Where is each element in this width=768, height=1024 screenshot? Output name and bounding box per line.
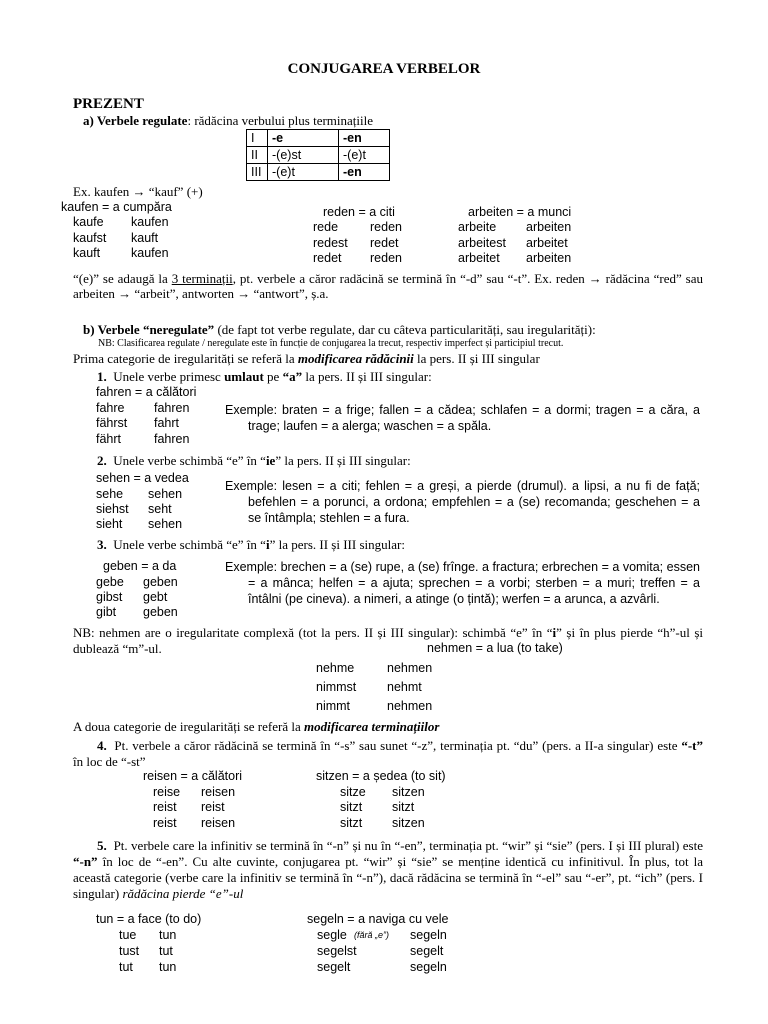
- subsection-b-label: b) Verbele “neregulate”: [83, 322, 215, 337]
- nb-nehmen: [73, 625, 703, 657]
- table-cell: -en: [339, 164, 390, 181]
- verb-heading: tun = a face (to do): [96, 912, 202, 926]
- verb-heading: reden = a citi: [323, 205, 395, 219]
- note-underlined: 3 terminații: [171, 271, 233, 286]
- category-text: la pers. II și III singular: [413, 351, 540, 366]
- nb-classification: NB: Clasificarea regulate / neregulate este în funcție de conjugarea la trecut, respectiv imperfect și participiul trecut.: [98, 338, 564, 349]
- second-category: [73, 719, 439, 735]
- subsection-a-text: : rădăcina verbului plus terminațiile: [187, 113, 374, 128]
- conjugation-form: seht: [148, 502, 172, 516]
- verb-heading: reisen = a călători: [143, 769, 243, 783]
- conjugation-form: kaufe: [73, 215, 104, 229]
- item-text: pe: [263, 369, 283, 384]
- subsection-a-label: a) Verbele regulate: [83, 113, 188, 128]
- conjugation-form: nehmen: [387, 661, 433, 675]
- conjugation-form: kaufst: [73, 231, 107, 245]
- verb-heading: sitzen = a ședea (to sit): [316, 769, 446, 783]
- conjugation-form: reise: [153, 785, 181, 799]
- conjugation-form: sieht: [96, 517, 123, 531]
- verb-heading: nehmen = a lua (to take): [427, 641, 563, 655]
- conjugation-form: arbeiten: [526, 220, 572, 234]
- conjugation-form: kaufen: [131, 246, 169, 260]
- category-text: Prima categorie de iregularități se referă la: [73, 351, 298, 366]
- category-emphasis: modificarea terminațiilor: [304, 719, 440, 734]
- segeln-note: (fără „e”): [354, 930, 390, 940]
- item-emphasis: “a”: [282, 369, 303, 384]
- table-row: [247, 147, 390, 164]
- verb-heading: arbeiten = a munci: [468, 205, 572, 219]
- conjugation-form: gebt: [143, 590, 168, 604]
- conjugation-form: segelst: [317, 944, 357, 958]
- conjugation-form: segelt: [317, 960, 351, 974]
- item-text: Unele verbe schimbă “e” în “: [113, 537, 266, 552]
- conjugation-form: kauft: [73, 246, 101, 260]
- conjugation-form: fahrt: [154, 416, 180, 430]
- conjugation-form: sitzt: [340, 800, 363, 814]
- table-cell: II: [247, 147, 268, 164]
- item-3-examples: Exemple: brechen = a (se) rupe, a (se) frînge. a fractura; erbrechen = a vomita; essen = a mânca; helfen = a ajuta; sprechen = a vorbi; sterben = a muri; treffen = a întâlni (pe cineva). a nimeri, a atinge (o țintă); werfen = a arunca, a azvârli.: [225, 560, 700, 606]
- conjugation-form: redet: [370, 236, 399, 250]
- item-text: Unele verbe primesc: [113, 369, 225, 384]
- item-text: în loc de “-st”: [73, 754, 146, 769]
- conjugation-form: tut: [119, 960, 133, 974]
- conjugation-form: arbeitest: [458, 236, 506, 250]
- item-3-heading: [97, 537, 405, 553]
- conjugation-form: segle: [317, 928, 347, 942]
- table-row: [247, 164, 390, 181]
- table-cell: -e: [268, 130, 339, 147]
- conjugation-form: reisen: [201, 816, 236, 830]
- conjugation-form: sehen: [148, 487, 183, 501]
- verb-heading: sehen = a vedea: [96, 471, 189, 485]
- item-emphasis: “-n”: [73, 854, 98, 869]
- note-text: “(e)” se adaugă la: [73, 271, 172, 286]
- nb-text: ” și în plus pierde “h”-ul și dublează “m”-ul.: [73, 625, 703, 656]
- conjugation-form: sitzt: [340, 816, 363, 830]
- item-emphasis: rădăcina pierde “e”-ul: [122, 886, 244, 901]
- conjugation-form: reist: [153, 800, 177, 814]
- conjugation-form: gebe: [96, 575, 124, 589]
- table-cell: -(e)t: [339, 147, 390, 164]
- conjugation-form: reist: [153, 816, 177, 830]
- conjugation-form: segeln: [410, 928, 447, 942]
- conjugation-form: reden: [370, 251, 402, 265]
- first-category: [73, 351, 540, 367]
- conjugation-form: arbeite: [458, 220, 497, 234]
- conjugation-form: gibt: [96, 605, 117, 619]
- item-number: 2.: [97, 453, 107, 468]
- conjugation-form: sehe: [96, 487, 124, 501]
- section-heading-prezent: PREZENT: [73, 96, 144, 112]
- conjugation-form: kauft: [131, 231, 159, 245]
- conjugation-form: nimmt: [316, 699, 351, 713]
- conjugation-form: tun: [159, 960, 177, 974]
- item-text: la pers. II și III singular:: [302, 369, 432, 384]
- conjugation-form: sitzen: [392, 816, 425, 830]
- conjugation-form: arbeitet: [526, 236, 568, 250]
- item-number: 3.: [97, 537, 107, 552]
- conjugation-form: redest: [313, 236, 348, 250]
- verb-heading: kaufen = a cumpăra: [61, 200, 172, 214]
- endings-table: [246, 129, 390, 181]
- example-line: Ex. kaufen → “kauf” (+): [73, 184, 203, 199]
- conjugation-form: rede: [313, 220, 339, 234]
- item-text: în loc de “-en”. Cu alte cuvinte, conjugarea pt. “wir” și “sie” se menține identică cu infinitivul. În plus, tot la această categorie (verbe care la infinitiv se termină în “-n”), dacă rădăcina se termină în “-el” sau “-er”, pt. “ich” (pers. I singular): [73, 854, 703, 901]
- conjugation-form: reden: [370, 220, 402, 234]
- item-1-heading: [97, 369, 432, 385]
- conjugation-form: nimmst: [316, 680, 357, 694]
- conjugation-form: fahren: [154, 401, 190, 415]
- subsection-b-text: (de fapt tot verbe regulate, dar cu câteva particularități, sau iregularități):: [214, 322, 596, 337]
- item-number: 1.: [97, 369, 107, 384]
- verb-heading: segeln = a naviga cu vele: [307, 912, 449, 926]
- subsection-b-heading: [83, 322, 596, 338]
- conjugation-form: fährt: [96, 432, 122, 446]
- conjugation-form: arbeitet: [458, 251, 500, 265]
- conjugation-form: sitze: [340, 785, 366, 799]
- item-emphasis: umlaut: [224, 369, 264, 384]
- item-2-examples: Exemple: lesen = a citi; fehlen = a greși, a pierde (drumul). a lipsi, a nu fi de față; befehlen = a porunci, a ordona; empfehlen = a (se) recomanda; geschehen = a se întâmpla; stehlen = a fura.: [225, 479, 700, 525]
- conjugation-form: geben: [143, 575, 178, 589]
- conjugation-form: nehmen: [387, 699, 433, 713]
- verb-heading: fahren = a călători: [96, 385, 197, 399]
- item-text: ” la pers. II și III singular:: [275, 453, 411, 468]
- item-emphasis: ie: [265, 453, 276, 468]
- item-text: Pt. verbele a căror rădăcină se termină în “-s” sau sunet “-z”, terminația pt. “du” (pers. a II-a singular) este: [114, 738, 682, 753]
- conjugation-form: arbeiten: [526, 251, 572, 265]
- verb-heading: geben = a da: [103, 559, 177, 573]
- conjugation-form: sitzt: [392, 800, 415, 814]
- conjugation-form: gibst: [96, 590, 123, 604]
- document-title: CONJUGAREA VERBELOR: [287, 61, 481, 77]
- nb-text: NB: nehmen are o iregularitate complexă (tot la pers. II și III singular): schimbă “e” în “: [73, 625, 553, 640]
- category-text: A doua categorie de iregularități se referă la: [73, 719, 304, 734]
- table-cell: I: [247, 130, 268, 147]
- subsection-a-heading: [83, 113, 373, 129]
- conjugation-form: segeln: [410, 960, 447, 974]
- conjugation-form: fahre: [96, 401, 125, 415]
- table-row: [247, 130, 390, 147]
- conjugation-form: fährst: [96, 416, 128, 430]
- conjugation-form: tut: [159, 944, 173, 958]
- table-cell: -(e)st: [268, 147, 339, 164]
- conjugation-form: reist: [201, 800, 225, 814]
- item-number: 5.: [97, 838, 107, 853]
- item-1-examples: Exemple: braten = a frige; fallen = a cădea; schlafen = a dormi; tragen = a căra, a trage; laufen = a alerga; waschen = a spăla.: [225, 403, 700, 433]
- conjugation-form: sehen: [148, 517, 183, 531]
- conjugation-form: redet: [313, 251, 342, 265]
- conjugation-form: siehst: [96, 502, 129, 516]
- item-text: Pt. verbele care la infinitiv se termină în “-n” și nu în “-en”, terminația pt. “wir” și “sie” (pers. I și III plural) este: [113, 838, 703, 853]
- item-5-text: [73, 838, 703, 902]
- item-emphasis: “-t”: [681, 738, 704, 753]
- conjugation-form: tue: [119, 928, 137, 942]
- category-emphasis: modificarea rădăcinii: [297, 351, 414, 366]
- conjugation-form: reisen: [201, 785, 236, 799]
- nb-emphasis: i: [552, 625, 557, 640]
- item-2-heading: [97, 453, 411, 469]
- conjugation-form: nehmt: [387, 680, 422, 694]
- item-number: 4.: [97, 738, 107, 753]
- conjugation-form: tun: [159, 928, 177, 942]
- conjugation-form: segelt: [410, 944, 444, 958]
- conjugation-form: nehme: [316, 661, 355, 675]
- conjugation-form: fahren: [154, 432, 190, 446]
- table-cell: III: [247, 164, 268, 181]
- table-cell: -en: [339, 130, 390, 147]
- item-emphasis: i: [265, 537, 270, 552]
- note-e-insertion: [73, 271, 703, 301]
- conjugation-form: geben: [143, 605, 178, 619]
- note-text: , pt. verbele a căror radăcină se termină în “-d” sau “-t”. Ex. reden → rădăcina “red” sau arbeiten → “arbeit”, antworten → “antwort”, ș.a.: [73, 271, 703, 301]
- conjugation-form: tust: [119, 944, 140, 958]
- item-4-text: [73, 738, 703, 770]
- item-text: Unele verbe schimbă “e” în “: [113, 453, 266, 468]
- conjugation-form: kaufen: [131, 215, 169, 229]
- table-cell: -(e)t: [268, 164, 339, 181]
- item-text: ” la pers. II și III singular:: [269, 537, 405, 552]
- conjugation-form: sitzen: [392, 785, 425, 799]
